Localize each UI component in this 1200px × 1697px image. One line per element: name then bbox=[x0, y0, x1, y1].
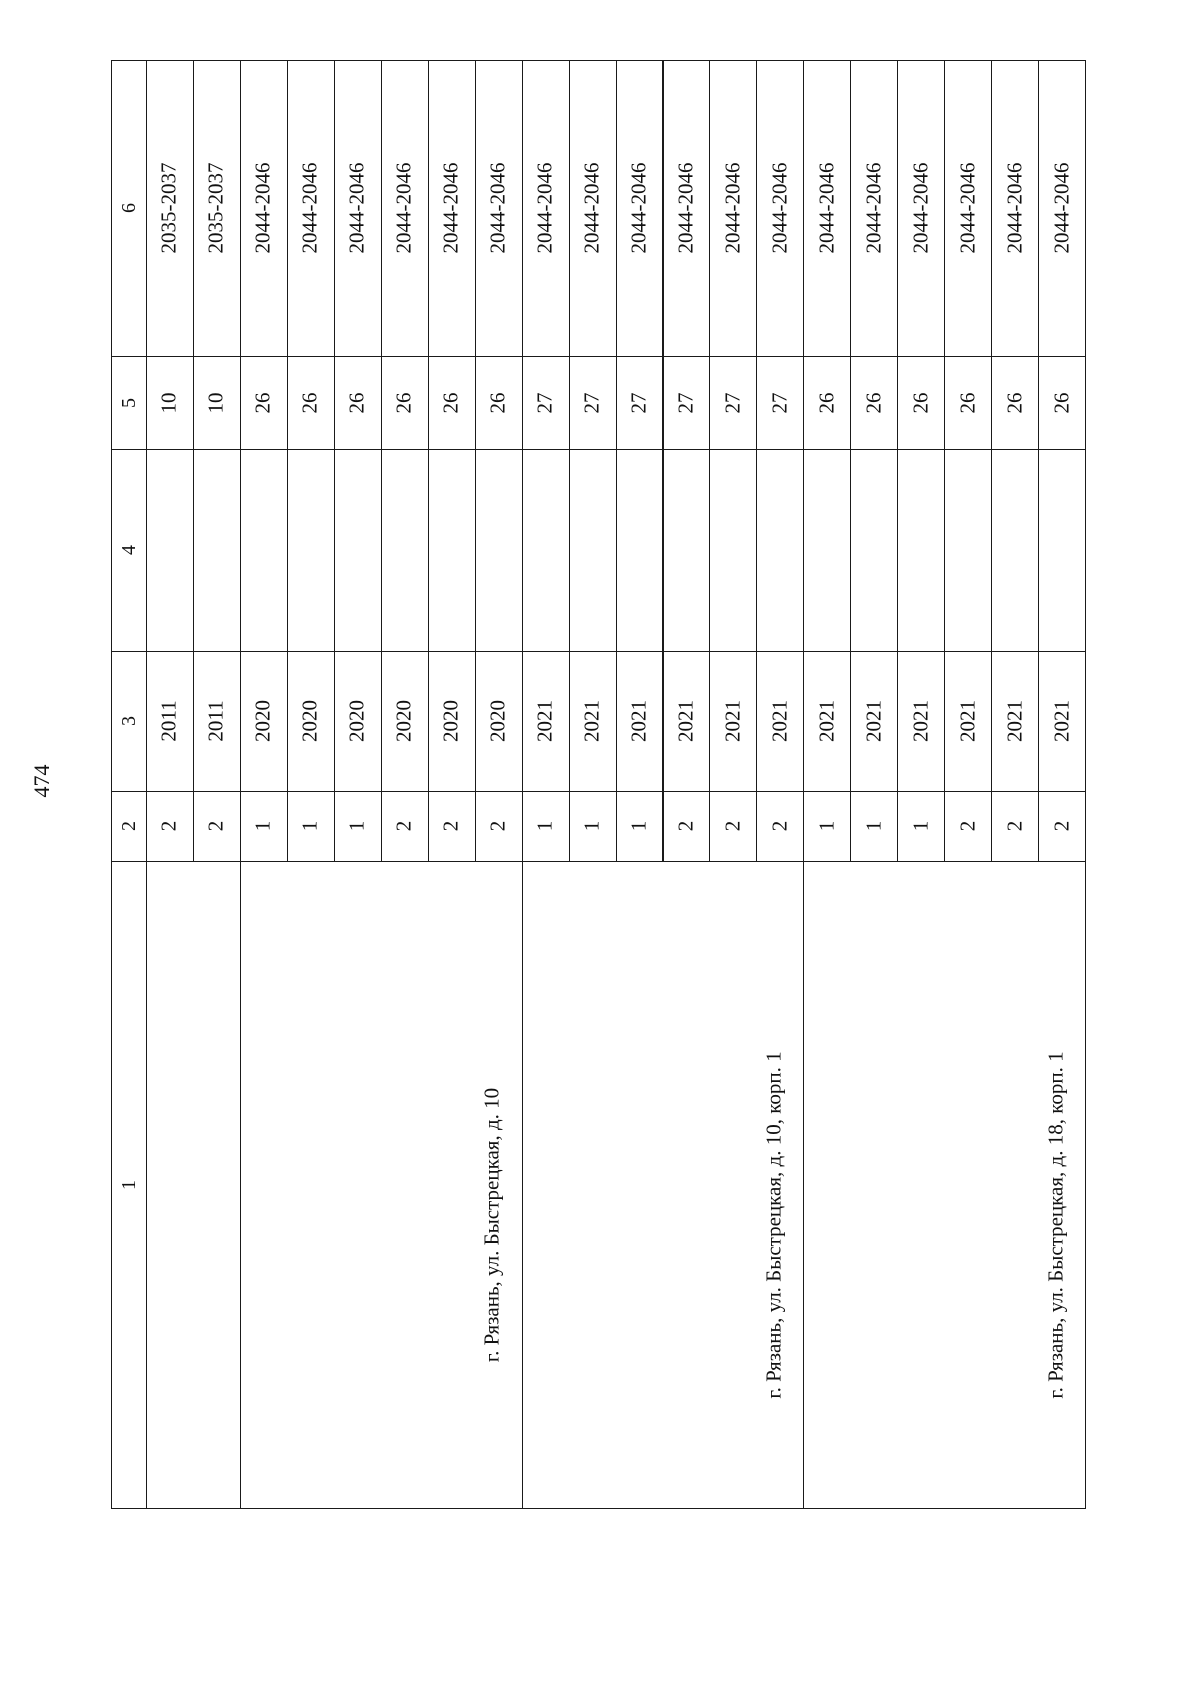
cell-col5-text: 26 bbox=[344, 392, 369, 413]
cell-col6-text: 2044-2046 bbox=[626, 162, 651, 254]
row-separator bbox=[475, 60, 476, 861]
header-cell-5-text: 5 bbox=[117, 397, 140, 408]
cell-col6-text: 2044-2046 bbox=[485, 162, 510, 254]
cell-col3-text: 2021 bbox=[1002, 700, 1027, 742]
cell-col3-text: 2021 bbox=[814, 700, 839, 742]
cell-col3-text: 2020 bbox=[297, 700, 322, 742]
row-separator bbox=[850, 60, 851, 861]
cell-col2-text: 1 bbox=[861, 820, 886, 832]
cell-col6-text: 2044-2046 bbox=[297, 162, 322, 254]
cell-col5-text: 27 bbox=[673, 392, 698, 413]
cell-col2-text: 2 bbox=[203, 820, 228, 832]
row-separator bbox=[287, 60, 288, 861]
cell-col2-text: 2 bbox=[673, 820, 698, 832]
cell-col2-text: 1 bbox=[908, 820, 933, 832]
cell-col5-text: 26 bbox=[250, 392, 275, 413]
cell-col3-text: 2021 bbox=[861, 700, 886, 742]
cell-col2-text: 1 bbox=[250, 820, 275, 832]
row-separator bbox=[756, 60, 757, 861]
cell-col3-text: 2020 bbox=[344, 700, 369, 742]
header-cell-3-text: 3 bbox=[117, 716, 140, 726]
cell-col3-text: 2021 bbox=[532, 700, 557, 742]
cell-col3-text: 2021 bbox=[673, 700, 698, 742]
cell-col2-text: 2 bbox=[438, 820, 463, 832]
cell-col5-text: 27 bbox=[532, 392, 557, 413]
row-separator bbox=[569, 60, 570, 861]
header-cell-2-text: 2 bbox=[117, 821, 140, 831]
cell-col5-text: 26 bbox=[485, 392, 510, 413]
header-row-separator bbox=[146, 60, 147, 1508]
cell-col6-text: 2035-2037 bbox=[203, 162, 228, 254]
row-separator bbox=[193, 60, 194, 861]
header-cell-6-text: 6 bbox=[117, 203, 140, 213]
address-cell-text: г. Рязань, ул. Быстрецкая, д. 10, корп. 1 bbox=[761, 1050, 786, 1399]
cell-col5-text: 26 bbox=[438, 392, 463, 413]
column-separator bbox=[111, 861, 1085, 862]
page-number-text: 474 bbox=[29, 764, 54, 798]
cell-col5-text: 26 bbox=[1002, 392, 1027, 413]
cell-col6-text: 2044-2046 bbox=[1002, 162, 1027, 254]
cell-col2-text: 1 bbox=[344, 820, 369, 832]
row-separator bbox=[381, 60, 382, 861]
table-border-top bbox=[111, 60, 1086, 61]
cell-col3-text: 2021 bbox=[720, 700, 745, 742]
cell-col6-text: 2044-2046 bbox=[767, 162, 792, 254]
row-separator bbox=[1038, 60, 1039, 861]
column-separator bbox=[111, 651, 1085, 652]
table-border-bottom bbox=[111, 1508, 1086, 1509]
cell-col6-text: 2044-2046 bbox=[955, 162, 980, 254]
cell-col3-text: 2020 bbox=[250, 700, 275, 742]
cell-col6-text: 2035-2037 bbox=[156, 162, 181, 254]
cell-col5-text: 26 bbox=[861, 392, 886, 413]
column-separator bbox=[111, 356, 1085, 357]
group-separator bbox=[240, 60, 241, 1508]
row-separator bbox=[662, 60, 663, 861]
cell-col3-text: 2021 bbox=[908, 700, 933, 742]
group-separator bbox=[522, 60, 523, 1508]
cell-col5-text: 27 bbox=[720, 392, 745, 413]
cell-col2-text: 2 bbox=[391, 820, 416, 832]
cell-col2-text: 2 bbox=[955, 820, 980, 832]
row-separator bbox=[897, 60, 898, 861]
cell-col2-text: 2 bbox=[767, 820, 792, 832]
cell-col5-text: 10 bbox=[203, 392, 228, 413]
cell-col2-text: 2 bbox=[1049, 820, 1074, 832]
cell-col3-text: 2020 bbox=[391, 700, 416, 742]
cell-col6-text: 2044-2046 bbox=[1049, 162, 1074, 254]
row-separator bbox=[616, 60, 617, 861]
cell-col6-text: 2044-2046 bbox=[250, 162, 275, 254]
cell-col2-text: 1 bbox=[297, 820, 322, 832]
header-cell-1-text: 1 bbox=[117, 1179, 140, 1190]
column-separator bbox=[111, 791, 1085, 792]
cell-col3-text: 2021 bbox=[767, 700, 792, 742]
table-border-left bbox=[111, 60, 112, 1508]
cell-col3-text: 2011 bbox=[203, 700, 228, 742]
row-separator bbox=[944, 60, 945, 861]
address-cell-text: г. Рязань, ул. Быстрецкая, д. 10 bbox=[479, 1087, 504, 1362]
cell-col5-text: 26 bbox=[391, 392, 416, 413]
cell-col2-text: 1 bbox=[814, 820, 839, 832]
row-separator bbox=[428, 60, 429, 861]
cell-col6-text: 2044-2046 bbox=[673, 162, 698, 254]
cell-col3-text: 2021 bbox=[579, 700, 604, 742]
cell-col2-text: 2 bbox=[1002, 820, 1027, 832]
cell-col3-text: 2011 bbox=[156, 700, 181, 742]
cell-col5-text: 27 bbox=[579, 392, 604, 413]
cell-col5-text: 26 bbox=[955, 392, 980, 413]
row-separator bbox=[334, 60, 335, 861]
cell-col3-text: 2021 bbox=[955, 700, 980, 742]
row-separator bbox=[709, 60, 710, 861]
address-cell-text: г. Рязань, ул. Быстрецкая, д. 18, корп. 1 bbox=[1043, 1050, 1068, 1399]
cell-col3-text: 2020 bbox=[438, 700, 463, 742]
cell-col5-text: 26 bbox=[814, 392, 839, 413]
cell-col5-text: 10 bbox=[156, 392, 181, 413]
cell-col5-text: 26 bbox=[1049, 392, 1074, 413]
cell-col2-text: 1 bbox=[532, 820, 557, 832]
group-separator bbox=[803, 60, 804, 1508]
cell-col6-text: 2044-2046 bbox=[344, 162, 369, 254]
cell-col2-text: 2 bbox=[485, 820, 510, 832]
cell-col2-text: 2 bbox=[156, 820, 181, 832]
cell-col6-text: 2044-2046 bbox=[438, 162, 463, 254]
row-separator bbox=[991, 60, 992, 861]
cell-col3-text: 2021 bbox=[1049, 700, 1074, 742]
cell-col6-text: 2044-2046 bbox=[579, 162, 604, 254]
cell-col5-text: 26 bbox=[297, 392, 322, 413]
cell-col6-text: 2044-2046 bbox=[861, 162, 886, 254]
cell-col6-text: 2044-2046 bbox=[908, 162, 933, 254]
cell-col5-text: 26 bbox=[908, 392, 933, 413]
cell-col2-text: 1 bbox=[579, 820, 604, 832]
cell-col5-text: 27 bbox=[626, 392, 651, 413]
cell-col2-text: 1 bbox=[626, 820, 651, 832]
header-cell-4-text: 4 bbox=[117, 545, 140, 555]
table-border-right bbox=[1085, 60, 1086, 1508]
cell-col3-text: 2020 bbox=[485, 700, 510, 742]
column-separator bbox=[111, 449, 1085, 450]
cell-col6-text: 2044-2046 bbox=[532, 162, 557, 254]
cell-col2-text: 2 bbox=[720, 820, 745, 832]
cell-col6-text: 2044-2046 bbox=[391, 162, 416, 254]
cell-col6-text: 2044-2046 bbox=[720, 162, 745, 254]
cell-col5-text: 27 bbox=[767, 392, 792, 413]
cell-col3-text: 2021 bbox=[626, 700, 651, 742]
cell-col6-text: 2044-2046 bbox=[814, 162, 839, 254]
